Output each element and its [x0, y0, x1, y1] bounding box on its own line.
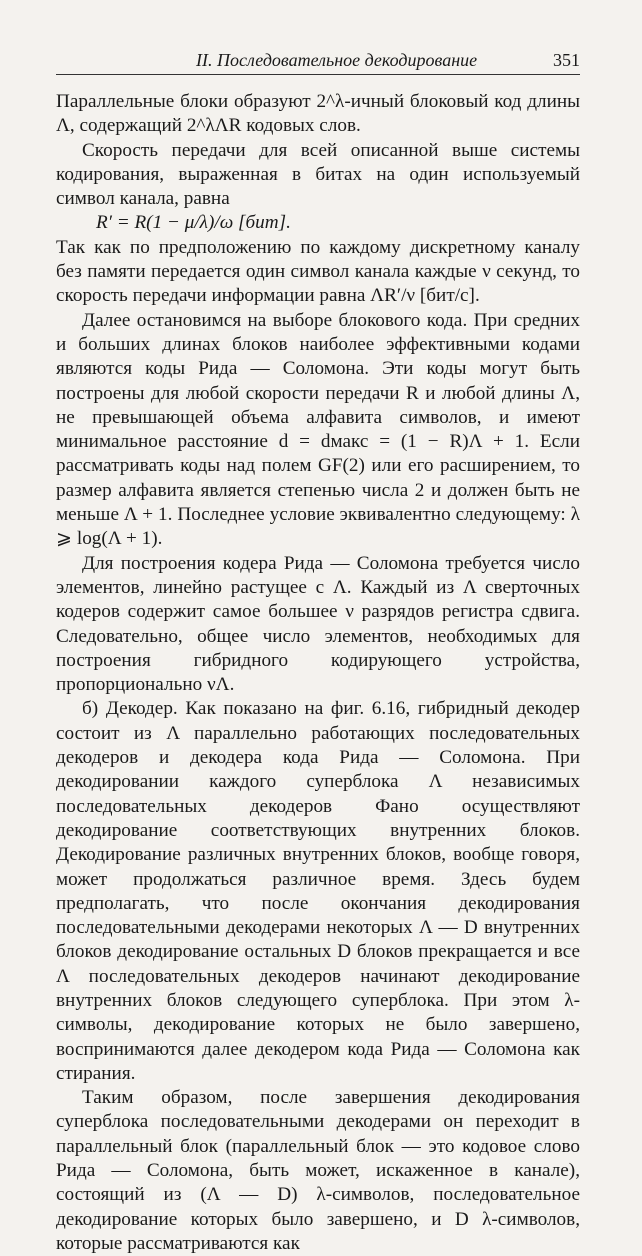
paragraph-7: Таким образом, после завершения декодирования суперблока последовательными декодерами он переходит в параллельный блок (параллельный блок — это кодовое слово Рида — Соломона, быть может, искаженное в канале), состоящий из (Λ — D) λ-символов, последовательное декодирование которых было завершено, и D λ-символов, которые рассматриваются как: [56, 1087, 580, 1254]
paragraph-4: Далее остановимся на выборе блокового кода. При средних и больших длинах блоков наиболее эффективными кодами являются коды Рида — Соломона. Эти коды могут быть построены для любой скорости передачи R и любой длины Λ, не превышающей объема алфавита символов, и имеют минимальное расстояние d = dмакс = (1 − R)Λ + 1. Если рассматривать коды над полем GF(2) или его расширением, то размер алфавита является степенью числа 2 и должен быть не меньше Λ + 1. Последнее условие эквивалентно следующему: λ ⩾ log(Λ + 1).: [56, 309, 580, 550]
paragraph-1: Параллельные блоки образуют 2^λ-ичный блоковый код длины Λ, содержащий 2^λΛR кодовых слов.: [56, 91, 580, 137]
page-body: [56, 90, 580, 1256]
formula-rate: R′ = R(1 − μ/λ)/ω [бит].: [96, 212, 291, 234]
paragraph-3: Так как по предположению по каждому дискретному каналу без памяти передается один символ канала каждые ν секунд, то скорость передачи информации равна ΛR′/ν [бит/с].: [56, 236, 580, 307]
running-head: [56, 46, 580, 75]
paragraph-5: Для построения кодера Рида — Соломона требуется число элементов, линейно растущее с Λ. Каждый из Λ сверточных кодеров содержит самое большее ν разрядов регистра сдвига. Следовательно, общее число элементов, необходимых для построения гибридного кодирующего устройства, пропорционально νΛ.: [56, 552, 580, 696]
paragraph-2: Скорость передачи для всей описанной выше системы кодирования, выраженная в битах на один используемый символ канала, равна: [56, 139, 580, 210]
running-title: II. Последовательное декодирование: [196, 50, 478, 70]
paragraph-6-decoder: б) Декодер. Как показано на фиг. 6.16, гибридный декодер состоит из Λ параллельно работающих последовательных декодеров и декодера кода Рида — Соломона. При декодировании каждого суперблока Λ независимых последовательных декодеров Фано осуществляют декодирование соответствующих внутренних блоков. Декодирование различных внутренних блоков, вообще говоря, может продолжаться различное время. Здесь будем предполагать, что после окончания декодирования последовательными декодерами некоторых Λ — D внутренних блоков декодирование остальных D блоков прекращается и все Λ последовательных декодеров начинают декодирование внутренних блоков следующего суперблока. При этом λ-символы, декодирование которых не было завершено, воспринимаются далее декодером кода Рида — Соломона как стирания.: [56, 698, 580, 1084]
page-number: 351: [553, 50, 580, 70]
